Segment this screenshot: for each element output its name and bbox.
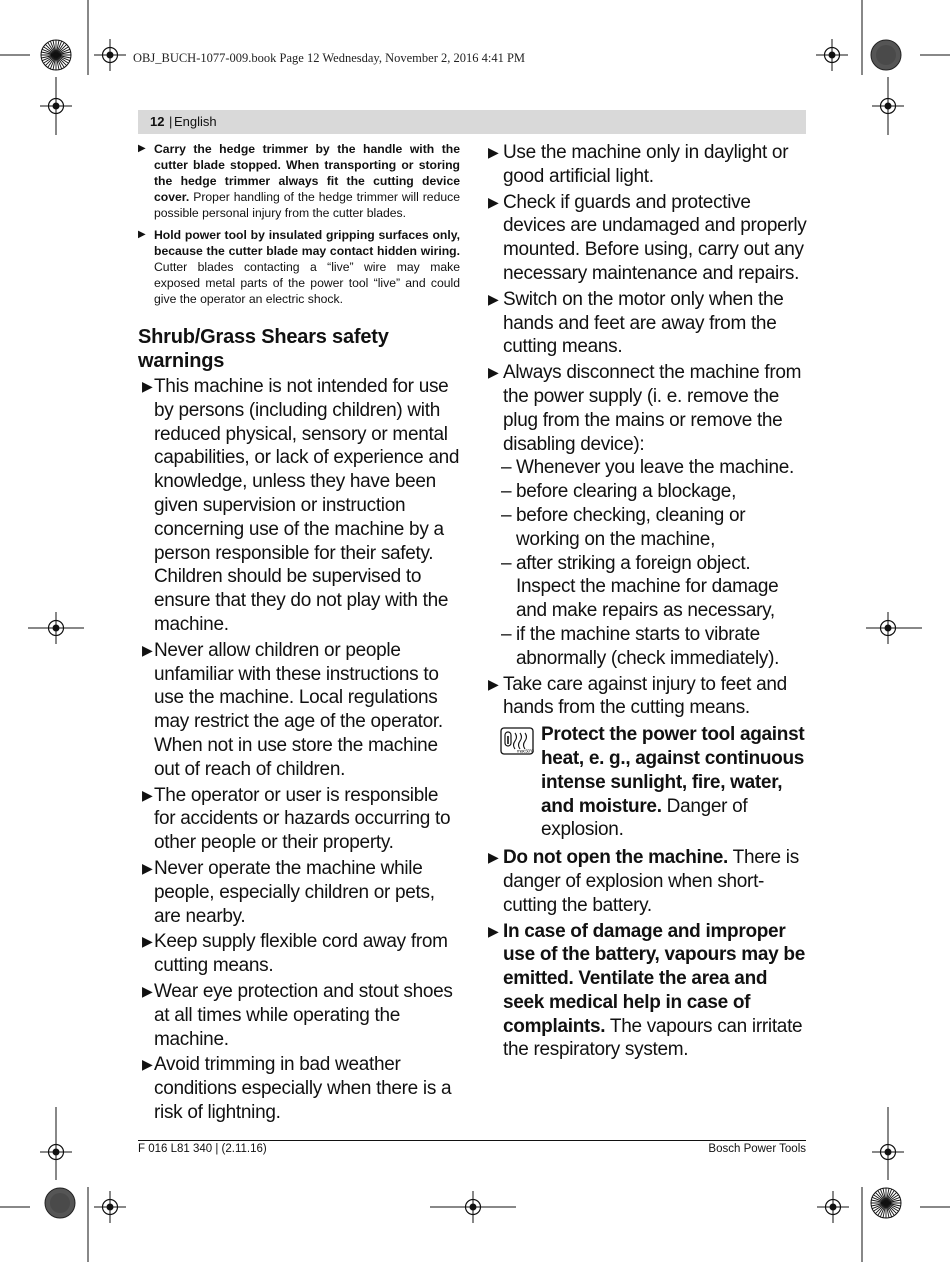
list-item bbox=[138, 375, 460, 637]
dash-item-text: after striking a foreign object. Inspect the machine for damage and make repairs as necessary, bbox=[516, 552, 779, 622]
dash-list-item: – if the machine starts to vibrate abnormally (check immediately). bbox=[501, 623, 780, 669]
list-item-text: Switch on the motor only when the hands and feet are away from the cutting means. bbox=[503, 288, 784, 358]
section-title: Shrub/Grass Shears safety warnings bbox=[138, 326, 389, 372]
list-item-text: This machine is not intended for use by persons (including children) with reduced physical, sensory or mental capabilities, or lack of experience and knowledge, unless they have been given supervision or instruction concerning use of the machine by a person responsible for their safety. Children should be supervised to ensure that they do not play with the machine. bbox=[154, 376, 460, 635]
bullet-arrow-icon: ▶ bbox=[142, 933, 153, 950]
list-item-bold: In case of damage and improper use of the battery, vapours may be emitted. Ventilate the area and seek medical help in case of complaints. bbox=[503, 920, 805, 1037]
bullet-arrow-icon: ▶ bbox=[488, 290, 499, 307]
bullet-arrow-icon: ▶ bbox=[138, 143, 146, 154]
right-column bbox=[488, 141, 808, 1064]
dash-list-item: – Whenever you leave the machine. bbox=[501, 457, 794, 479]
dash-item-text: Whenever you leave the machine. bbox=[516, 457, 794, 479]
list-item-bold: Do not open the machine. bbox=[503, 847, 729, 869]
page-number: 12 bbox=[150, 114, 165, 129]
heat-protection-icon bbox=[500, 727, 534, 755]
intro-item-text: Cutter blades contacting a “live” wire may make exposed metal parts of the power tool “live” and could give the operator an electric shock. bbox=[154, 260, 460, 306]
dash-list-item: – before clearing a blockage, bbox=[501, 481, 737, 503]
page-header-band bbox=[138, 110, 806, 134]
bullet-arrow-icon: ▶ bbox=[488, 849, 499, 866]
list-item-text: Never operate the machine while people, especially children or pets, are nearby. bbox=[154, 857, 435, 927]
list-item-text: Wear eye protection and stout shoes at all times while operating the machine. bbox=[154, 980, 453, 1050]
intro-item-carry bbox=[138, 141, 460, 221]
dash-item-text: if the machine starts to vibrate abnormally (check immediately). bbox=[516, 623, 780, 669]
list-item bbox=[488, 920, 808, 1063]
intro-item-hold bbox=[138, 227, 460, 307]
list-item-text: Take care against injury to feet and hands from the cutting means. bbox=[503, 673, 787, 719]
bullet-arrow-icon: ▶ bbox=[488, 675, 499, 692]
list-item-text: Check if guards and protective devices are undamaged and properly mounted. Before using, carry out any necessary maintenance and repairs. bbox=[503, 191, 807, 284]
heat-warning bbox=[488, 723, 808, 842]
header-separator: | bbox=[169, 114, 173, 129]
bullet-arrow-icon: ▶ bbox=[488, 922, 499, 939]
list-item-text: Avoid trimming in bad weather conditions especially when there is a risk of lightning. bbox=[154, 1054, 452, 1123]
dash-list-item: – before checking, cleaning or working on the machine, bbox=[501, 504, 746, 550]
bullet-arrow-icon: ▶ bbox=[142, 982, 153, 999]
list-item-text: There is danger of explosion when short-cutting the battery. bbox=[503, 847, 799, 916]
list-item bbox=[138, 980, 460, 1051]
heat-icon-label: max.50°C bbox=[517, 748, 534, 754]
bullet-arrow-icon: ▶ bbox=[488, 364, 499, 381]
footer-document-code: F 016 L81 340 | (2.11.16) bbox=[138, 1143, 267, 1155]
list-item-text: Never allow children or people unfamiliar with these instructions to use the machine. Local regulations may restrict the age of the operator. When not in use store the machine out of reach of children. bbox=[154, 639, 443, 780]
list-item-text: Use the machine only in daylight or good artificial light. bbox=[503, 142, 789, 187]
dash-item-text: before checking, cleaning or working on the machine, bbox=[516, 504, 746, 550]
bullet-arrow-icon: ▶ bbox=[488, 193, 499, 210]
intro-item-bold: Carry the hedge trimmer by the handle with the cutter blade stopped. When transporting or storing the hedge trimmer always fit the cutting device cover. bbox=[154, 142, 460, 204]
list-item bbox=[488, 288, 808, 359]
list-item-text: The vapours can irritate the respiratory system. bbox=[503, 1015, 803, 1061]
heat-warning-bold: Protect the power tool against heat, e. g., against continuous intense sunlight, fire, water, and moisture. bbox=[541, 724, 805, 817]
list-item bbox=[138, 784, 460, 855]
list-item bbox=[138, 857, 460, 928]
list-item bbox=[488, 846, 808, 917]
bullet-arrow-icon: ▶ bbox=[142, 859, 153, 876]
dash-item-text: before clearing a blockage, bbox=[516, 481, 737, 503]
list-item bbox=[488, 141, 808, 189]
list-item bbox=[138, 639, 460, 782]
bullet-arrow-icon: ▶ bbox=[138, 229, 146, 240]
left-column bbox=[138, 141, 460, 1127]
heat-warning-text: Danger of explosion. bbox=[541, 795, 748, 841]
list-item-text: The operator or user is responsible for accidents or hazards occurring to other people or their property. bbox=[154, 784, 451, 854]
footer-brand: Bosch Power Tools bbox=[708, 1143, 806, 1155]
header-language: English bbox=[174, 114, 217, 129]
dash-list-item: – after striking a foreign object. Inspect the machine for damage and make repairs as necessary, bbox=[501, 552, 779, 622]
disconnect-conditions-list bbox=[501, 456, 808, 670]
list-item-text: Always disconnect the machine from the power supply (i. e. remove the plug from the mains or remove the disabling device): bbox=[503, 362, 802, 455]
list-item bbox=[488, 361, 808, 456]
list-item bbox=[488, 673, 808, 721]
bullet-arrow-icon: ▶ bbox=[488, 144, 499, 160]
bullet-arrow-icon: ▶ bbox=[142, 641, 153, 658]
list-item bbox=[488, 191, 808, 286]
bullet-arrow-icon: ▶ bbox=[142, 378, 153, 394]
list-item bbox=[138, 1053, 460, 1124]
bullet-arrow-icon: ▶ bbox=[142, 786, 153, 803]
list-item-text: Keep supply flexible cord away from cutting means. bbox=[154, 931, 448, 977]
intro-item-text: Proper handling of the hedge trimmer will reduce possible personal injury from the cutter blades. bbox=[154, 190, 460, 220]
intro-item-bold: Hold power tool by insulated gripping surfaces only, because the cutter blade may contact hidden wiring. bbox=[154, 228, 460, 258]
footer-rule bbox=[138, 1140, 806, 1141]
list-item bbox=[138, 930, 460, 978]
bullet-arrow-icon: ▶ bbox=[142, 1056, 153, 1073]
print-header: OBJ_BUCH-1077-009.book Page 12 Wednesday, November 2, 2016 4:41 PM bbox=[133, 51, 526, 65]
